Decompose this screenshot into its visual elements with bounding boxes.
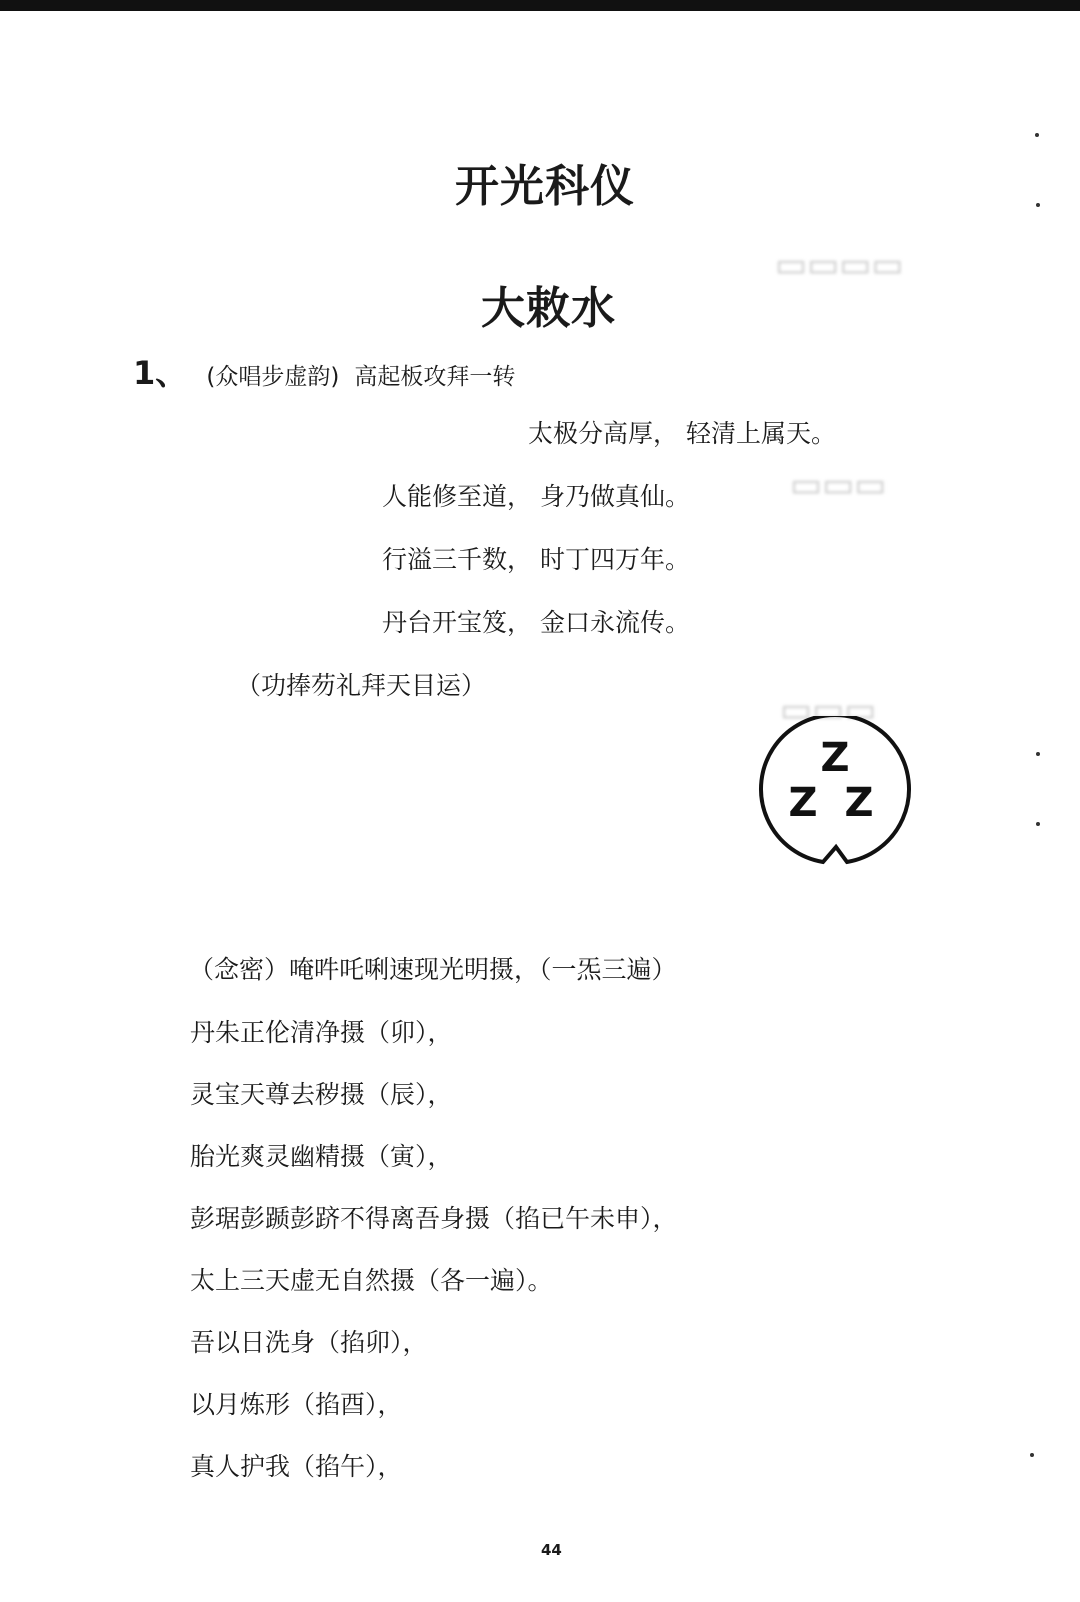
scan-speck — [1036, 203, 1040, 207]
svg-text:Z: Z — [788, 780, 818, 826]
page-top-border — [0, 0, 1080, 11]
incantation-line: 彭琚彭踬彭跻不得离吾身摄（掐已午未申）， — [190, 1204, 678, 1233]
incantation-line: 真人护我（掐午）， — [190, 1452, 403, 1481]
incantation-line: 吾以日洗身（掐卯）， — [190, 1328, 428, 1357]
incantation-line: 胎光爽灵幽精摄（寅）， — [190, 1142, 453, 1171]
bleed-through-mark: ▭▭▭ — [780, 690, 877, 730]
section-heading — [133, 348, 515, 394]
section-instruction: (众唱步虚韵) — [206, 364, 340, 390]
verse-line: 行溢三千数， 时丁四万年。 — [382, 545, 690, 574]
incantation-line: 灵宝天尊去秽摄（辰）， — [190, 1080, 453, 1109]
zzz-talisman-icon — [752, 716, 912, 876]
page-number: 44 — [541, 1541, 562, 1559]
ritual-note: （功捧芴礼拜天目运） — [236, 671, 487, 700]
incantation-line: 丹朱正伦清净摄（卯）， — [190, 1018, 453, 1047]
scan-speck — [1036, 752, 1040, 756]
verse-line: 丹台开宝笈， 金口永流传。 — [382, 608, 690, 637]
scan-speck — [1035, 133, 1039, 137]
bleed-through-mark: ▭▭▭▭ — [775, 245, 904, 285]
incantation-line: （念密）唵吽吒唎速现光明摄，（一炁三遍） — [189, 955, 677, 984]
page-subtitle: 大敕水 — [481, 283, 616, 334]
svg-text:Z: Z — [844, 780, 874, 826]
section-number: 1、 — [133, 354, 188, 392]
verse-line: 太极分高厚， 轻清上属天。 — [528, 419, 836, 448]
scan-speck — [1036, 822, 1040, 826]
section-action: 高起板攻拜一转 — [354, 364, 516, 390]
incantation-line: 太上三天虚无自然摄（各一遍）。 — [190, 1266, 553, 1295]
scan-speck — [1030, 1453, 1034, 1457]
svg-text:Z: Z — [820, 735, 850, 781]
verse-line: 人能修至道， 身乃做真仙。 — [382, 482, 690, 511]
page-title: 开光科仪 — [455, 161, 635, 212]
incantation-line: 以月炼形（掐酉）， — [190, 1390, 403, 1419]
bleed-through-mark: ▭▭▭ — [790, 465, 887, 505]
